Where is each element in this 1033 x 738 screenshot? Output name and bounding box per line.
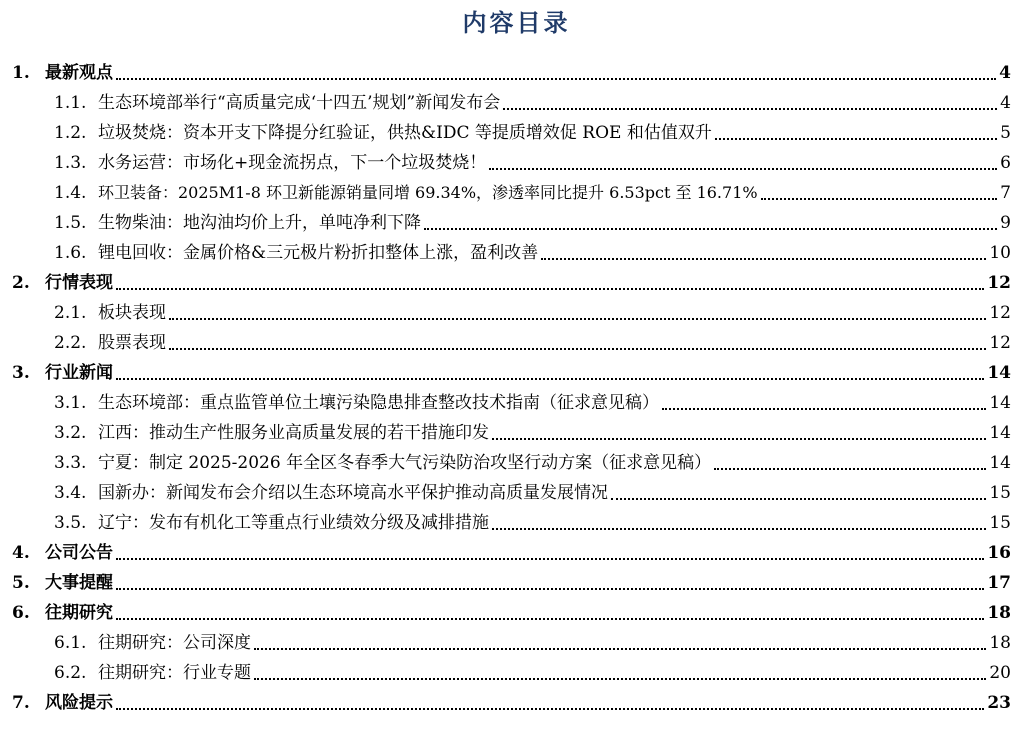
toc-entry-title: 行情表现 [45,273,113,293]
dot-leader [489,168,997,170]
toc-entry[interactable] [0,328,1033,358]
toc-entry-title: 环卫装备：2025M1-8 环卫新能源销量同增 69.34%，渗透率同比提升 6.53pct 至 16.71% [98,183,758,202]
toc-entry-title: 往期研究：公司深度 [98,633,251,653]
toc-entry-number: 2.2. [54,333,87,353]
toc-entry-number: 5. [12,573,30,593]
toc-entry-page: 18 [989,633,1011,653]
toc-entry[interactable] [0,298,1033,328]
dot-leader [254,678,986,680]
toc-entry-page: 16 [987,543,1011,563]
toc-entry-number: 3.4. [54,483,87,503]
toc-entry[interactable] [0,568,1033,598]
toc-entry-title: 辽宁：发布有机化工等重点行业绩效分级及减排措施 [98,513,489,533]
toc-entry-title: 国新办：新闻发布会介绍以生态环境高水平保护推动高质量发展情况 [98,483,608,503]
dot-leader [116,708,984,710]
toc-entry-title: 生态环境部：重点监管单位土壤污染隐患排查整改技术指南（征求意见稿） [98,393,659,413]
toc-entry-number: 4. [12,543,30,563]
dot-leader [761,198,998,200]
toc-entry-number: 7. [12,693,30,713]
toc-entry-title: 江西：推动生产性服务业高质量发展的若干措施印发 [98,423,489,443]
toc-entry-title: 生物柴油：地沟油均价上升，单吨净利下降 [98,213,421,233]
toc-entry-title: 锂电回收：金属价格&三元极片粉折扣整体上涨，盈利改善 [98,243,539,263]
toc-entry-title: 风险提示 [45,693,113,713]
toc-entry[interactable] [0,268,1033,298]
toc-entry-title: 水务运营：市场化+现金流拐点，下一个垃圾焚烧！ [98,153,487,173]
dot-leader [611,498,986,500]
toc-entry-number: 3. [12,363,30,383]
toc-entry[interactable] [0,208,1033,238]
dot-leader [116,288,984,290]
toc-entry[interactable] [0,118,1033,148]
toc-entry-title: 最新观点 [45,63,113,83]
toc-entry-page: 14 [989,423,1011,443]
toc-entry[interactable] [0,88,1033,118]
dot-leader [715,138,997,140]
toc-entry-title: 往期研究 [45,603,113,623]
toc-entry-number: 3.2. [54,423,87,443]
toc-entry-number: 2. [12,273,30,293]
toc-entry-title: 公司公告 [45,543,113,563]
toc-entry-page: 5 [1000,123,1011,143]
toc-entry[interactable] [0,358,1033,388]
toc-entry[interactable] [0,538,1033,568]
toc-entry-page: 14 [987,363,1011,383]
toc-entry-page: 14 [989,393,1011,413]
toc-entry-number: 1.5. [54,213,87,233]
toc-entry[interactable] [0,418,1033,448]
toc-entry-page: 6 [1000,153,1011,173]
dot-leader [492,438,986,440]
toc-entry-page: 15 [989,483,1011,503]
dot-leader [492,528,986,530]
toc-entry-page: 10 [989,243,1011,263]
toc-entry-title: 宁夏：制定 2025-2026 年全区冬春季大气污染防治攻坚行动方案（征求意见稿） [98,453,712,473]
toc-entry-number: 1.6. [54,243,87,263]
dot-leader [116,378,984,380]
toc-entry-title: 生态环境部举行“高质量完成‘十四五’规划”新闻发布会 [98,93,501,113]
dot-leader [169,348,986,350]
dot-leader [424,228,997,230]
toc-entry-page: 20 [989,663,1011,683]
toc-entry[interactable] [0,598,1033,628]
page-title: 内容目录 [462,8,571,37]
toc-entry-page: 12 [989,303,1011,323]
toc-entry-title: 垃圾焚烧：资本开支下降提分红验证，供热&IDC 等提质增效促 ROE 和估值双升 [98,123,712,143]
toc-entry-number: 3.1. [54,393,87,413]
toc-entry[interactable] [0,388,1033,418]
toc-entry-title: 大事提醒 [45,573,113,593]
toc-entry-page: 17 [987,573,1011,593]
toc-entry-number: 6.1. [54,633,87,653]
dot-leader [116,558,984,560]
toc-entry-page: 14 [989,453,1011,473]
toc-entry-page: 18 [987,603,1011,623]
toc-entry-page: 23 [987,693,1011,713]
dot-leader [541,258,986,260]
dot-leader [116,588,984,590]
toc-entry-number: 1.3. [54,153,87,173]
dot-leader [116,78,996,80]
toc-entry-page: 12 [989,333,1011,353]
toc-entry-page: 15 [989,513,1011,533]
toc-entry[interactable] [0,658,1033,688]
toc-entry-number: 1.4. [54,183,87,203]
dot-leader [254,648,986,650]
toc-entry-number: 3.5. [54,513,87,533]
dot-leader [714,468,986,470]
toc-entry-number: 1.1. [54,93,87,113]
toc-entry-page: 9 [1000,213,1011,233]
toc-entry[interactable] [0,508,1033,538]
dot-leader [116,618,984,620]
toc-entry-page: 12 [987,273,1011,293]
toc-entry[interactable] [0,58,1033,88]
dot-leader [503,108,997,110]
toc-entry-number: 3.3. [54,453,87,473]
toc-entry-page: 4 [999,63,1011,83]
toc-entry[interactable] [0,688,1033,718]
toc-entry-title: 股票表现 [98,333,166,353]
toc-entry[interactable] [0,478,1033,508]
toc-entry-number: 6. [12,603,30,623]
toc-entry-title: 往期研究：行业专题 [98,663,251,683]
toc-entry[interactable] [0,628,1033,658]
toc-entry-number: 1.2. [54,123,87,143]
dot-leader [169,318,986,320]
toc-entry-title: 行业新闻 [45,363,113,383]
toc-entry[interactable] [0,148,1033,178]
toc-entry-number: 1. [12,63,30,83]
toc-entry-title: 板块表现 [98,303,166,323]
toc-entry[interactable] [0,238,1033,268]
toc-entry-number: 6.2. [54,663,87,683]
dot-leader [662,408,986,410]
toc-entry[interactable] [0,178,1033,208]
toc-entry-page: 4 [1000,93,1011,113]
toc-entry[interactable] [0,448,1033,478]
toc-entry-page: 7 [1000,183,1011,203]
toc-entry-number: 2.1. [54,303,87,323]
